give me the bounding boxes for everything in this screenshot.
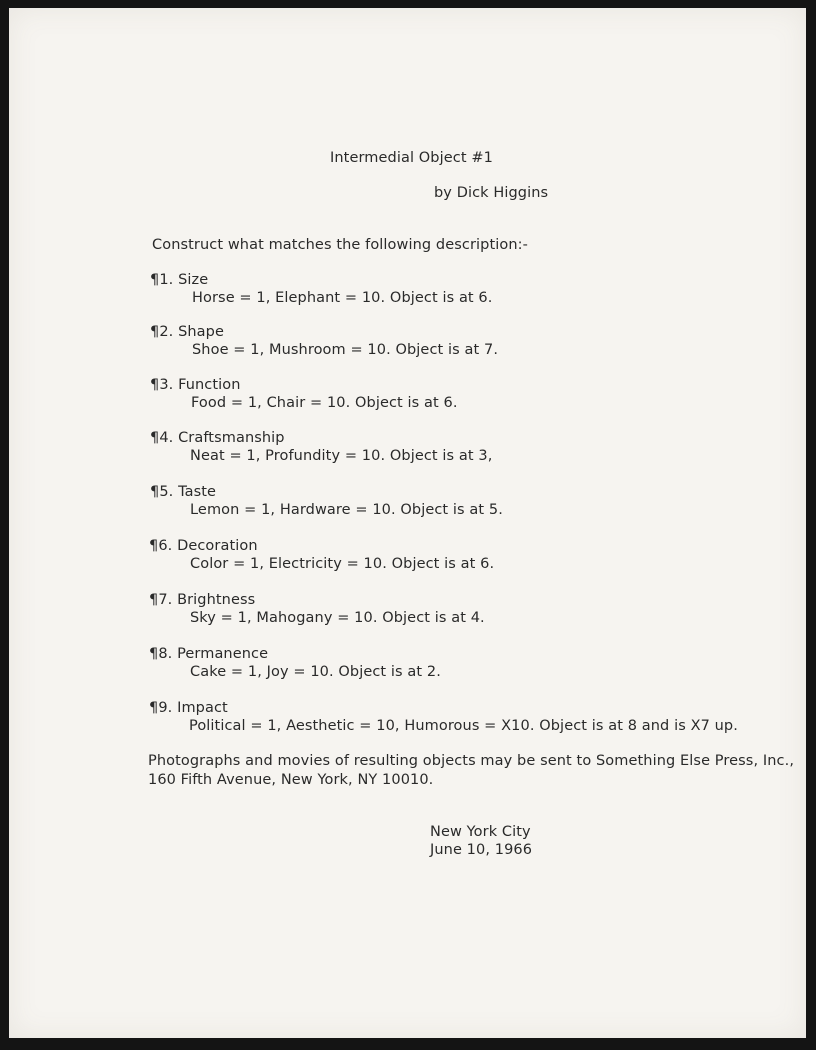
document-title: Intermedial Object #1 bbox=[330, 150, 493, 166]
section-heading: ¶3. Function bbox=[150, 377, 241, 393]
section-text: Political = 1, Aesthetic = 10, Humorous = X10. Object is at 8 and is X7 up. bbox=[189, 718, 738, 734]
section-text: Cake = 1, Joy = 10. Object is at 2. bbox=[190, 664, 441, 680]
intro-text: Construct what matches the following description:- bbox=[152, 237, 528, 253]
section-text: Horse = 1, Elephant = 10. Object is at 6. bbox=[192, 290, 493, 306]
footer-text-line1: Photographs and movies of resulting objects may be sent to Something Else Press, Inc., bbox=[148, 753, 795, 769]
section-heading: ¶7. Brightness bbox=[149, 592, 256, 608]
section-text: Sky = 1, Mahogany = 10. Object is at 4. bbox=[190, 610, 485, 626]
section-text: Shoe = 1, Mushroom = 10. Object is at 7. bbox=[192, 342, 499, 358]
section-text: Lemon = 1, Hardware = 10. Object is at 5. bbox=[190, 502, 503, 518]
footer-text-line2: 160 Fifth Avenue, New York, NY 10010. bbox=[148, 772, 434, 788]
date-text: June 10, 1966 bbox=[430, 842, 533, 858]
section-heading: ¶4. Craftsmanship bbox=[150, 430, 285, 446]
section-heading: ¶8. Permanence bbox=[149, 646, 269, 662]
section-heading: ¶2. Shape bbox=[150, 324, 224, 340]
document-page bbox=[9, 8, 806, 1038]
place-text: New York City bbox=[430, 824, 531, 840]
section-text: Neat = 1, Profundity = 10. Object is at 3, bbox=[190, 448, 493, 464]
section-heading: ¶6. Decoration bbox=[149, 538, 258, 554]
author-byline: by Dick Higgins bbox=[434, 185, 549, 201]
section-heading: ¶1. Size bbox=[150, 272, 209, 288]
section-text: Food = 1, Chair = 10. Object is at 6. bbox=[191, 395, 458, 411]
section-text: Color = 1, Electricity = 10. Object is at 6. bbox=[190, 556, 495, 572]
section-heading: ¶9. Impact bbox=[149, 700, 228, 716]
section-heading: ¶5. Taste bbox=[150, 484, 217, 500]
